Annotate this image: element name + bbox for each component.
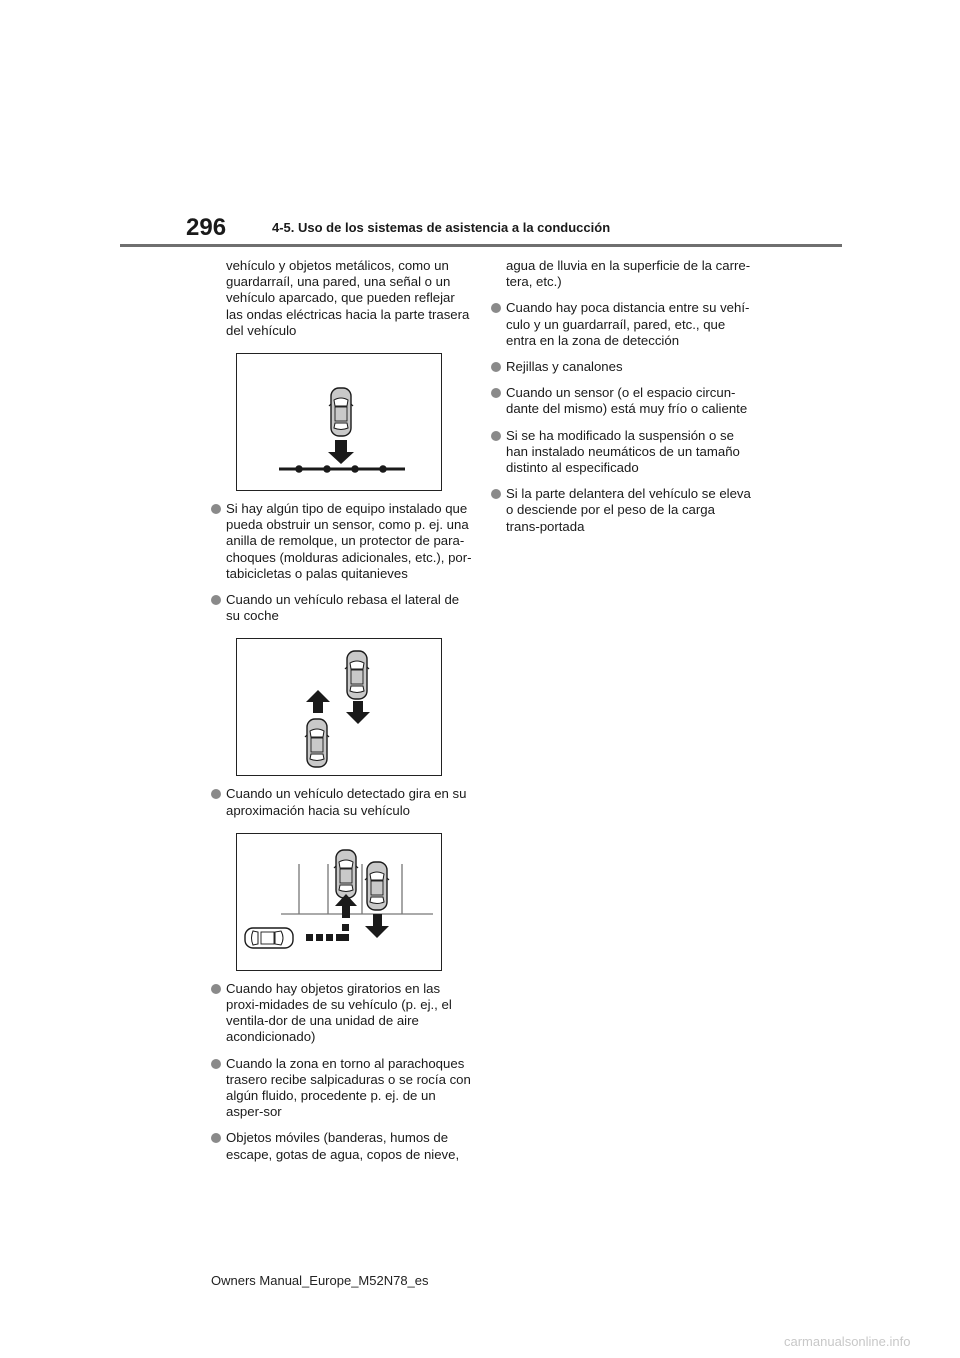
footer-document-name: Owners Manual_Europe_M52N78_es xyxy=(211,1273,429,1288)
page-number: 296 xyxy=(186,214,227,241)
arrow-down-icon xyxy=(328,440,354,464)
watermark-text: carmanualsonline.info xyxy=(784,1334,911,1349)
figure-vehicle-passing xyxy=(236,638,442,776)
arrow-down-icon xyxy=(365,914,389,938)
car-illustration xyxy=(365,862,389,910)
list-item: Si se ha modificado la suspensión o se han instalado neumáticos de un tamaño distinto al especificado xyxy=(490,428,752,477)
left-column xyxy=(210,258,472,1163)
bullet-icon xyxy=(491,303,501,313)
page-header xyxy=(120,214,842,248)
figure-vehicle-turning xyxy=(236,833,442,971)
car-illustration xyxy=(305,719,329,767)
bullet-icon xyxy=(211,789,221,799)
list-item: Rejillas y canalones xyxy=(490,359,752,375)
list-item: Cuando hay poca distancia entre su vehí-culo y un guardarraíl, pared, etc., que entra en la zona de detección xyxy=(490,300,752,349)
list-item: Cuando hay objetos giratorios en las proxi-midades de su vehículo (p. ej., el ventila-dor de una unidad de aire acondicionado) xyxy=(210,981,472,1046)
figure-guardrail-reflection xyxy=(236,353,442,491)
list-item: Cuando un sensor (o el espacio circun-dante del mismo) está muy frío o caliente xyxy=(490,385,752,417)
bullet-icon xyxy=(211,504,221,514)
list-item: Si hay algún tipo de equipo instalado que pueda obstruir un sensor, como p. ej. una anilla de remolque, un protector de para-choques (molduras adicionales, etc.), por-tabicicletas o palas quitanieves xyxy=(210,501,472,582)
list-item: Cuando un vehículo detectado gira en su aproximación hacia su vehículo xyxy=(210,786,472,818)
continuation-paragraph: agua de lluvia en la superficie de la carre-tera, etc.) xyxy=(506,258,751,290)
bullet-icon xyxy=(491,388,501,398)
arrow-up-icon xyxy=(306,690,330,713)
path-dashes xyxy=(306,924,349,941)
list-item: Objetos móviles (banderas, humos de escape, gotas de agua, copos de nieve, xyxy=(210,1130,472,1162)
car-illustration xyxy=(334,850,358,898)
list-item: Cuando un vehículo rebasa el lateral de su coche xyxy=(210,592,472,624)
bullet-icon xyxy=(211,1059,221,1069)
list-item: Si la parte delantera del vehículo se eleva o desciende por el peso de la carga trans-portada xyxy=(490,486,752,535)
car-illustration xyxy=(345,651,369,699)
bullet-icon xyxy=(491,362,501,372)
bullet-icon xyxy=(491,431,501,441)
bullet-icon xyxy=(211,1133,221,1143)
right-column xyxy=(490,258,752,535)
car-illustration xyxy=(245,928,293,948)
arrow-down-icon xyxy=(346,701,370,724)
intro-paragraph: vehículo y objetos metálicos, como un guardarraíl, una pared, una señal o un vehículo aparcado, que pueden reflejar las ondas eléctricas hacia la parte trasera del vehículo xyxy=(226,258,470,338)
bullet-icon xyxy=(211,595,221,605)
section-title: 4-5. Uso de los sistemas de asistencia a la conducción xyxy=(272,220,611,235)
car-illustration xyxy=(329,388,353,436)
header-divider xyxy=(120,244,842,247)
bullet-icon xyxy=(211,984,221,994)
bullet-icon xyxy=(491,489,501,499)
list-item: Cuando la zona en torno al parachoques trasero recibe salpicaduras o se rocía con algún fluido, procedente p. ej. de un asper-sor xyxy=(210,1056,472,1121)
